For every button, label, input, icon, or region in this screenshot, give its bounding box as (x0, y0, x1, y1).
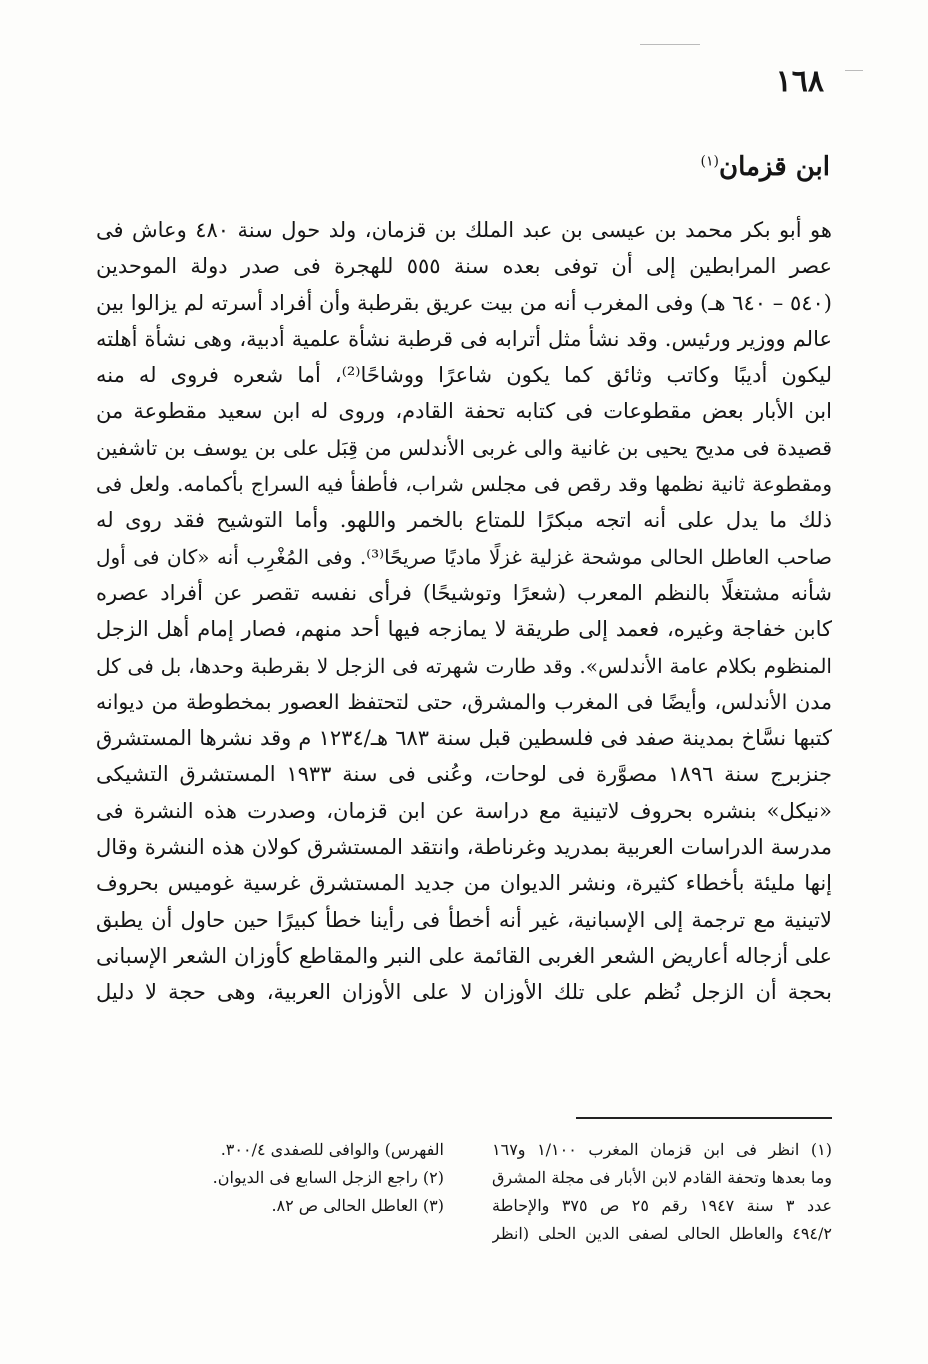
body-line: ذلك ما يدل على أنه اتجه مبكرًا للمتاع بالخمر واللهو. وأما التوشيح فقد روى له (96, 508, 832, 533)
body-line: كتبها نسَّاخ بمدينة صفد فى فلسطين قبل سنة ٦٨٣ هـ/١٢٣٤ م وقد نشرها المستشرق (96, 726, 832, 751)
scan-artifact (845, 70, 863, 71)
body-line: بحجة أن الزجل نُظم على تلك الأوزان لا على الأوزان العربية، وهى حجة لا دليل (96, 980, 832, 1005)
footnotes-right-column (492, 1136, 832, 1248)
footnote-line: عدد ٣ سنة ١٩٤٧ رقم ٢٥ ص ٣٧٥ والإحاطة (492, 1196, 832, 1215)
footnote-line: (٢) راجع الزجل السابع فى الديوان. (212, 1168, 444, 1187)
body-line: هو أبو بكر محمد بن عيسى بن عبد الملك بن قزمان، ولد حول سنة ٤٨٠ وعاش فى (96, 218, 832, 242)
heading-title: ابن قزمان (718, 152, 830, 182)
body-line: شأنه مشتغلًا بالنظم المعرب (شعرًا وتوشيحًا) فرأى نفسه تقصر عن أفراد عصره (96, 580, 832, 605)
footnote-line: (١) انظر فى ابن قزمان المغرب ١/١٠٠ و١٦٧ (492, 1140, 832, 1159)
page-number: ١٦٨ (775, 64, 824, 99)
body-text (96, 212, 832, 1011)
section-heading (701, 152, 831, 182)
body-line: صاحب العاطل الحالى موشحة غزلية غزلًا ماديًا صريحًا⁽³⁾. وفى المُغْرِب أنه «كان فى أول (96, 544, 832, 569)
body-line: ومقطوعة ثانية نظمها وقد رقص فى مجلس شراب، فأطفأ فيه السراج بأكمامه. ولعل فى (96, 472, 832, 497)
body-line: لاتينية مع ترجمة إلى الإسبانية، غير أنه أخطأ فى رأينا خطأ كبيرًا حين حاول أن يطبق (96, 907, 832, 932)
body-line: قصيدة فى مديح يحيى بن غانية والى غربى الأندلس من قِبَل على بن يوسف بن تاشفين (96, 435, 832, 460)
body-line: ابن الأبار بعض مقطوعات فى كتابه تحفة القادم، وروى له ابن سعيد مقطوعة من (96, 399, 832, 424)
body-line: كابن خفاجة وغيره، فعمد إلى طريقة لا يمازجه فيها أحد منهم، فصار إمام أهل الزجل (96, 617, 832, 642)
footnote-line: ٤٩٤/٢ والعاطل الحالى لصفى الدين الحلى (انظر (492, 1224, 832, 1243)
footnotes-left-column (96, 1136, 444, 1220)
body-line: عالم ووزير ورئيس. وقد نشأ مثل أترابه فى قرطبة نشأة علمية أدبية، وهى نشأة أهلته (96, 326, 832, 351)
body-line: جنزبرج سنة ١٨٩٦ مصوَّرة فى لوحات، وعُنى فى سنة ١٩٣٣ المستشرق التشيكى (96, 762, 832, 787)
body-line: على أزجاله أعاريض الشعر الغربى القائمة على النبر والمقاطع كأوزان الشعر الإسبانى (96, 943, 832, 968)
body-line: المنظوم بكلام عامة الأندلس». وقد طارت شهرته فى الزجل لا بقرطبة وحدها، بل فى كل (96, 653, 832, 678)
scan-artifact (640, 44, 700, 45)
footnote-divider (576, 1117, 832, 1119)
heading-footnote-marker: (١) (700, 153, 719, 170)
body-line: ليكون أديبًا وكاتب وثائق كما يكون شاعرًا ووشاحًا⁽²⁾، أما شعره فروى له منه (96, 363, 832, 388)
footnote-line: وما بعدها وتحفة القادم لابن الأبار فى مجلة المشرق (492, 1168, 832, 1187)
body-line: «نيكل» بنشره بحروف لاتينية مع دراسة عن ابن قزمان، وصدرت هذه النشرة فى (96, 798, 832, 823)
body-line: إنها مليئة بأخطاء كثيرة، ونشر الديوان من جديد المستشرق غرسية غوميس بحروف (96, 871, 832, 896)
body-line: عصر المرابطين إلى أن توفى بعده سنة ٥٥٥ للهجرة فى صدر دولة الموحدين (96, 254, 832, 279)
footnote-line: الفهرس) والوافى للصفدى ٣٠٠/٤. (220, 1140, 444, 1159)
footnote-line: (٣) العاطل الحالى ص ٨٢. (271, 1196, 444, 1215)
body-line: مدن الأندلس، وأيضًا فى المغرب والمشرق، حتى لتحتفظ العصور بمخطوطة من ديوانه (96, 689, 832, 714)
body-line: (٥٤٠ – ٦٤٠ هـ) وفى المغرب أنه من بيت عريق بقرطبة وأن أفراد أسرته لم يزالوا بين (96, 290, 832, 315)
body-line: مدرسة الدراسات العربية بمدريد وغرناطة، وانتقد المستشرق كولان هذه النشرة وقال (96, 835, 832, 860)
